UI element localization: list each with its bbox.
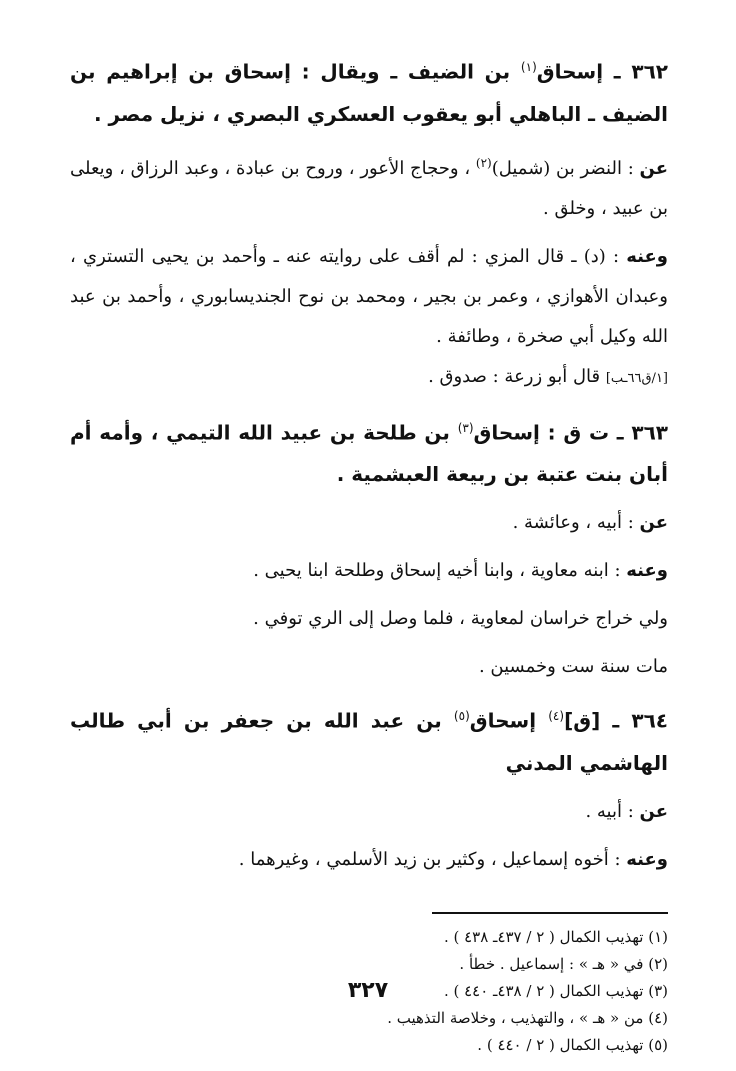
entry-364-head-mid: إسحاق [469, 708, 549, 733]
entry-364-an-text: : أبيه . [585, 800, 640, 822]
page-number: ٣٢٧ [347, 978, 389, 1003]
entry-362-head-rest: بن الضيف ـ ويقال : إسحاق بن إبراهيم بن الضيف ـ الباهلي أبو يعقوب العسكري البصري ، نزيل مصر . [70, 59, 668, 126]
entry-364-anhu-text: : أخوه إسماعيل ، وكثير بن زيد الأسلمي ، وغيرهما . [238, 848, 627, 870]
entry-364-head-rest: بن عبد الله بن جعفر بن أبي طالب الهاشمي المدني [70, 708, 668, 775]
entry-362-note-text: قال أبو زرعة : صدوق . [428, 365, 606, 387]
anhu-label: وعنه [626, 245, 668, 267]
entry-362-heading [70, 46, 668, 135]
footnote-ref-4: (٤) [548, 709, 565, 724]
entry-363-an-text: : أبيه ، وعائشة . [512, 512, 640, 534]
footnote-3: (٣) تهذيب الكمال ( ٢ / ٤٣٨ـ ٤٤٠ ) . [443, 981, 668, 1000]
an-label: عن [639, 512, 668, 534]
entry-363-line3: ولي خراج خراسان لمعاوية ، فلما وصل إلى الري توفي . [253, 608, 668, 630]
entry-363-line4: مات سنة ست وخمسين . [478, 656, 668, 678]
footnote-1: (١) تهذيب الكمال ( ٢ / ٤٣٧ـ ٤٣٨ ) . [443, 927, 668, 946]
entry-362-an [70, 143, 668, 229]
entry-364-heading [70, 695, 668, 784]
entry-363-anhu-text: : ابنه معاوية ، وابنا أخيه إسحاق وطلحة ابنا يحيى . [253, 560, 627, 582]
an-label: عن [639, 157, 669, 179]
entry-362-anhu [70, 237, 668, 357]
entry-362-an-start: : النضر بن (شميل) [491, 157, 640, 179]
footnote-5: (٥) تهذيب الكمال ( ٢ / ٤٤٠ ) . [477, 1035, 668, 1054]
anhu-label: وعنه [626, 848, 668, 870]
entry-362-anhu-text: : (د) ـ قال المزي : لم أقف على روايته عنه ـ وأحمد بن يحيى التستري ، وعبدان الأهوازي ، وعمر بن بجير ، ومحمد بن نوح الجنديسابوري ، وأحمد بن عبد الله وكيل أبي صخرة ، وطائفة . [70, 245, 668, 347]
entry-362-note [70, 357, 668, 399]
footnote-divider [432, 912, 668, 914]
entry-362-an-rest: ، وحجاج الأعور ، وروح بن عبادة ، وعبد الرزاق ، ويعلى بن عبيد ، وخلق . [70, 157, 668, 219]
footnote-ref-1: (١) [520, 60, 537, 74]
entry-362-head-start: ٣٦٢ ـ إسحاق [536, 59, 669, 84]
footnote-ref-2: (٢) [475, 155, 492, 170]
footnote-ref-5: (٥) [453, 709, 470, 724]
entry-363-anhu [70, 551, 668, 591]
entry-363-head-start: ٣٦٣ ـ ت ق : إسحاق [473, 420, 668, 445]
entry-363-an [70, 503, 668, 543]
anhu-label: وعنه [626, 560, 668, 582]
footnote-2: (٢) في « هـ » : إسماعيل . خطأ . [459, 954, 668, 973]
manuscript-ref: [١/ق٦٦ـب] [605, 370, 668, 386]
footnote-4: (٤) من « هـ » ، والتهذيب ، وخلاصة التذهيب . [387, 1008, 668, 1027]
an-label: عن [639, 800, 668, 822]
entry-363-head-rest: بن طلحة بن عبيد الله التيمي ، وأمه أم أبان بنت عتبة بن ربيعة العبشمية . [70, 420, 668, 487]
entry-364-head-start: ٣٦٤ ـ [ق] [564, 708, 668, 733]
footnote-ref-3: (٣) [457, 420, 474, 435]
entry-363-heading [70, 407, 668, 496]
entry-364-anhu [70, 840, 668, 880]
entry-364-an [70, 792, 668, 832]
